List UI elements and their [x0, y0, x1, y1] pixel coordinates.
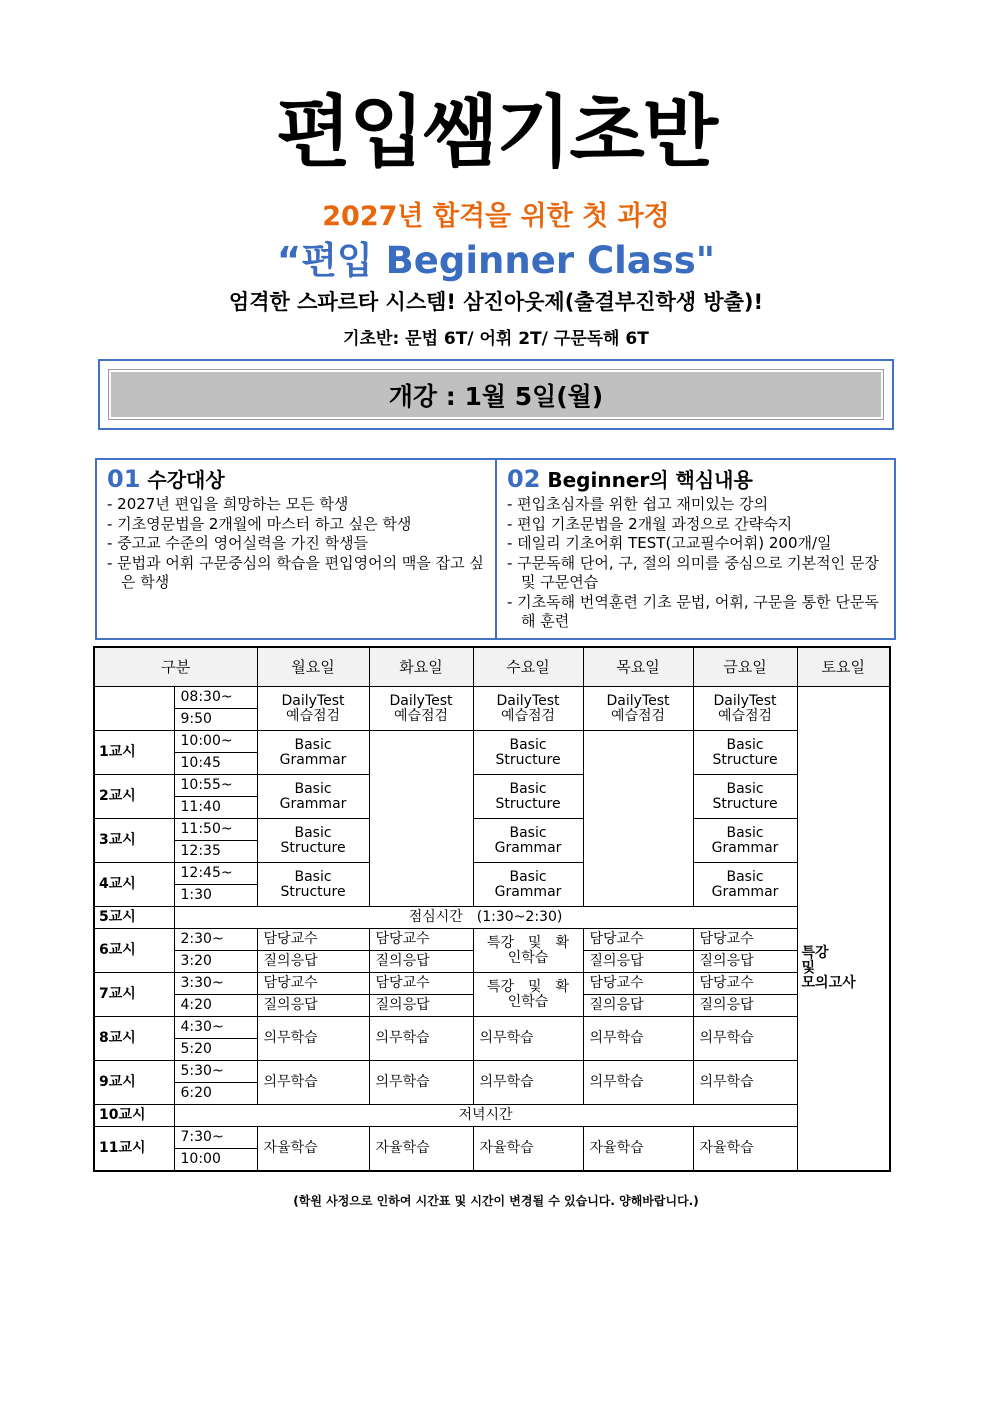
target-list — [107, 495, 487, 593]
mandatory-cell: 의무학습 — [473, 1061, 583, 1105]
info-box — [95, 458, 896, 640]
time-start: 3:30~ — [174, 973, 257, 995]
time-start: 2:30~ — [174, 929, 257, 951]
professor-cell: 담당교수 — [583, 973, 693, 995]
period-label: 3교시 — [94, 819, 174, 863]
header-friday: 금요일 — [693, 647, 797, 687]
time-end: 1:30 — [174, 885, 257, 907]
table-row — [94, 929, 890, 951]
self-study-cell: 자율학습 — [583, 1127, 693, 1172]
period-label: 8교시 — [94, 1017, 174, 1061]
table-row — [94, 1061, 890, 1083]
saturday-cell: 특강 및 모의고사 — [797, 687, 890, 1172]
class-cell: Basic Structure — [257, 863, 369, 907]
time-end: 3:20 — [174, 951, 257, 973]
qa-cell: 질의응답 — [369, 951, 473, 973]
mandatory-cell: 의무학습 — [257, 1017, 369, 1061]
qa-cell: 질의응답 — [257, 951, 369, 973]
daily-test-cell: DailyTest 예습점검 — [693, 687, 797, 731]
class-cell: Basic Structure — [693, 775, 797, 819]
list-item: - 편입초심자를 위한 쉽고 재미있는 강의 — [507, 495, 769, 513]
header-wednesday: 수요일 — [473, 647, 583, 687]
daily-test-cell: DailyTest 예습점검 — [257, 687, 369, 731]
professor-cell: 담당교수 — [369, 973, 473, 995]
lunch-cell: 점심시간 (1:30~2:30) — [174, 907, 797, 929]
period-label: 11교시 — [94, 1127, 174, 1172]
professor-cell: 담당교수 — [257, 929, 369, 951]
period-label: 10교시 — [94, 1105, 174, 1127]
timetable — [93, 646, 891, 1172]
time-start: 10:00~ — [174, 731, 257, 753]
professor-cell: 담당교수 — [693, 929, 797, 951]
table-row — [94, 731, 890, 753]
professor-cell: 담당교수 — [583, 929, 693, 951]
time-start: 12:45~ — [174, 863, 257, 885]
core-list — [507, 495, 886, 632]
mandatory-cell: 의무학습 — [257, 1061, 369, 1105]
table-row — [94, 687, 890, 709]
professor-cell: 담당교수 — [369, 929, 473, 951]
professor-cell: 담당교수 — [257, 973, 369, 995]
table-header-row — [94, 647, 890, 687]
mandatory-cell: 의무학습 — [473, 1017, 583, 1061]
table-row — [94, 819, 890, 841]
header-saturday: 토요일 — [797, 647, 890, 687]
time-end: 9:50 — [174, 709, 257, 731]
list-item: - 데일리 기초어휘 TEST(고교필수어휘) 200개/일 — [507, 534, 832, 552]
table-row — [94, 907, 890, 929]
time-end: 10:00 — [174, 1149, 257, 1172]
time-end: 5:20 — [174, 1039, 257, 1061]
list-item: - 문법과 어휘 구문중심의 학습을 편입영어의 맥을 잡고 싶은 학생 — [107, 553, 484, 591]
list-item: - 구문독해 단어, 구, 절의 의미를 중심으로 기본적인 문장 및 구문연습 — [507, 553, 879, 591]
period-label: 2교시 — [94, 775, 174, 819]
daily-test-cell: DailyTest 예습점검 — [369, 687, 473, 731]
list-item: - 기초독해 번역훈련 기초 문법, 어휘, 구문을 통한 단문독해 훈련 — [507, 592, 879, 630]
time-end: 4:20 — [174, 995, 257, 1017]
table-row — [94, 1127, 890, 1149]
dinner-cell: 저녁시간 — [174, 1105, 797, 1127]
section-heading — [107, 464, 487, 493]
header-category: 구분 — [94, 647, 257, 687]
section-title: 수강대상 — [147, 468, 225, 492]
section-title: Beginner의 핵심내용 — [547, 468, 753, 492]
self-study-cell: 자율학습 — [693, 1127, 797, 1172]
page-title: 편입쌤기초반 — [275, 88, 717, 178]
course-line: 기초반: 문법 6T/ 어휘 2T/ 구문독해 6T — [343, 329, 649, 349]
class-cell: Basic Structure — [693, 731, 797, 775]
table-row — [94, 775, 890, 797]
mandatory-cell: 의무학습 — [369, 1061, 473, 1105]
header-monday: 월요일 — [257, 647, 369, 687]
class-cell: Basic Grammar — [473, 819, 583, 863]
table-row — [94, 973, 890, 995]
core-content-section — [497, 460, 894, 638]
section-heading — [507, 464, 886, 493]
opening-date: 개강 : 1월 5일(월) — [109, 370, 883, 419]
time-end: 10:45 — [174, 753, 257, 775]
mandatory-cell: 의무학습 — [369, 1017, 473, 1061]
time-start: 7:30~ — [174, 1127, 257, 1149]
time-start: 5:30~ — [174, 1061, 257, 1083]
header-tuesday: 화요일 — [369, 647, 473, 687]
time-start: 4:30~ — [174, 1017, 257, 1039]
table-row — [94, 863, 890, 885]
class-name: “편입 Beginner Class" — [276, 239, 716, 282]
table-row — [94, 1105, 890, 1127]
opening-banner — [98, 359, 894, 430]
table-row — [94, 1017, 890, 1039]
list-item: - 중고교 수준의 영어실력을 가진 학생들 — [107, 534, 369, 552]
qa-cell: 질의응답 — [583, 995, 693, 1017]
time-start: 11:50~ — [174, 819, 257, 841]
special-cell: 특강 및 확 인학습 — [473, 929, 583, 973]
qa-cell: 질의응답 — [693, 951, 797, 973]
class-cell: Basic Grammar — [257, 775, 369, 819]
footer-note: (학원 사정으로 인하여 시간표 및 시간이 변경될 수 있습니다. 양해바랍니다.) — [293, 1194, 699, 1208]
mandatory-cell: 의무학습 — [693, 1061, 797, 1105]
time-start: 08:30~ — [174, 687, 257, 709]
special-cell: 특강 및 확 인학습 — [473, 973, 583, 1017]
target-students-section — [97, 460, 497, 638]
list-item: - 2027년 편입을 희망하는 모든 학생 — [107, 495, 349, 513]
period-label: 5교시 — [94, 907, 174, 929]
section-number: 02 — [507, 465, 541, 493]
list-item: - 편입 기초문법을 2개월 과정으로 간략숙지 — [507, 514, 793, 533]
class-cell: Basic Structure — [473, 775, 583, 819]
slogan: 엄격한 스파르타 시스템! 삼진아웃제(출결부진학생 방출)! — [228, 290, 764, 314]
mandatory-cell: 의무학습 — [693, 1017, 797, 1061]
list-item: - 기초영문법을 2개월에 마스터 하고 싶은 학생 — [107, 514, 412, 533]
period-label: 6교시 — [94, 929, 174, 973]
time-start: 10:55~ — [174, 775, 257, 797]
subtitle: 2027년 합격을 위한 첫 과정 — [322, 201, 670, 232]
daily-test-cell: DailyTest 예습점검 — [583, 687, 693, 731]
self-study-cell: 자율학습 — [257, 1127, 369, 1172]
mandatory-cell: 의무학습 — [583, 1061, 693, 1105]
qa-cell: 질의응답 — [369, 995, 473, 1017]
time-end: 6:20 — [174, 1083, 257, 1105]
class-cell: Basic Grammar — [473, 863, 583, 907]
self-study-cell: 자율학습 — [473, 1127, 583, 1172]
self-study-cell: 자율학습 — [369, 1127, 473, 1172]
period-label: 4교시 — [94, 863, 174, 907]
class-cell: Basic Grammar — [257, 731, 369, 775]
section-number: 01 — [107, 465, 141, 493]
period-label: 7교시 — [94, 973, 174, 1017]
daily-test-cell: DailyTest 예습점검 — [473, 687, 583, 731]
qa-cell: 질의응답 — [257, 995, 369, 1017]
time-end: 12:35 — [174, 841, 257, 863]
qa-cell: 질의응답 — [583, 951, 693, 973]
class-cell: Basic Grammar — [693, 863, 797, 907]
period-label: 9교시 — [94, 1061, 174, 1105]
class-cell: Basic Grammar — [693, 819, 797, 863]
time-end: 11:40 — [174, 797, 257, 819]
class-cell: Basic Structure — [257, 819, 369, 863]
class-cell: Basic Structure — [473, 731, 583, 775]
professor-cell: 담당교수 — [693, 973, 797, 995]
period-label: 1교시 — [94, 731, 174, 775]
qa-cell: 질의응답 — [693, 995, 797, 1017]
header-thursday: 목요일 — [583, 647, 693, 687]
mandatory-cell: 의무학습 — [583, 1017, 693, 1061]
